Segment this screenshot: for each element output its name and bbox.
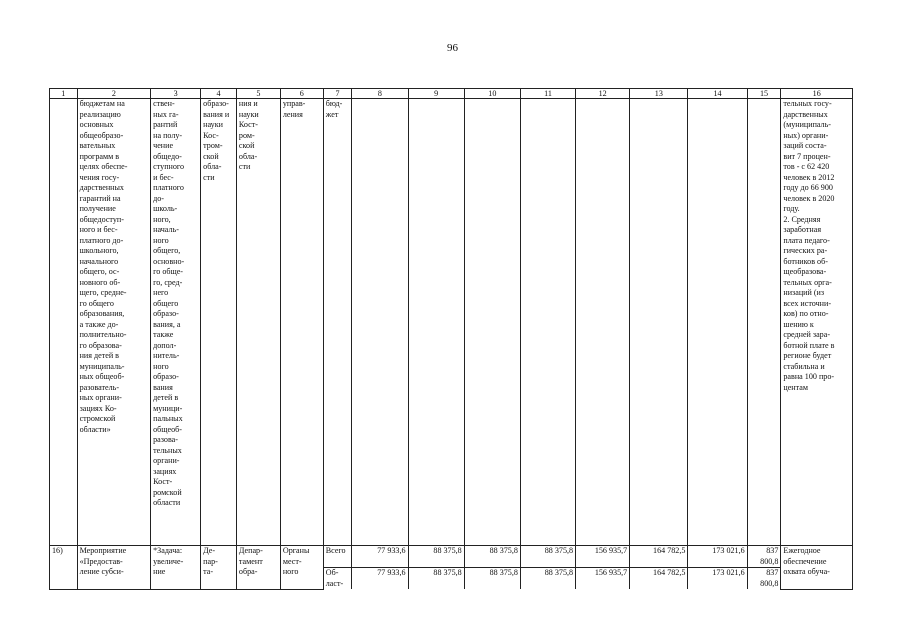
item-16-row [50, 546, 853, 568]
goal-title: *Задача: увеличе- ние [151, 546, 201, 590]
value-cell [352, 99, 408, 546]
value-cell [408, 99, 464, 546]
amount-cell: 88 375,8 [408, 546, 464, 568]
amount-cell: 88 375,8 [464, 568, 520, 590]
activity-text: бюджетам на реализацию основных общеобразо- вательных программ в целях обеспе- чения госу- дарственных гарантий на получение общедоступ- ного и бес- платного до- школьного, начального общего, ос- новного об- щего, средне- го общего образования, а также до- полнительно- го образова- ния детей в муниципаль- ных общеоб- разователь- ных органи- зациях Ко- стромской области» [77, 99, 151, 546]
column-number: 1 [50, 89, 78, 99]
result-title: Ежегодное обеспечение охвата обуча- [781, 546, 853, 590]
executor-title: Де- пар- та- [201, 546, 237, 590]
participants-title: Органы мест- ного [280, 546, 323, 590]
participants-text: управ- ления [280, 99, 323, 546]
item-number-cell [50, 99, 78, 546]
amount-cell: 156 935,7 [576, 546, 630, 568]
column-number: 7 [323, 89, 352, 99]
amount-cell: 164 782,5 [630, 568, 688, 590]
value-cell [630, 99, 688, 546]
amount-cell: 173 021,6 [688, 546, 747, 568]
program-table [49, 88, 853, 590]
funding-source: Всего [323, 546, 352, 568]
executor-text: образо- вания и науки Кос- тром- ской обла- сти [201, 99, 237, 546]
amount-cell: 164 782,5 [630, 546, 688, 568]
value-cell [520, 99, 575, 546]
column-number: 9 [408, 89, 464, 99]
column-number: 15 [747, 89, 781, 99]
column-number: 3 [151, 89, 201, 99]
value-cell [747, 99, 781, 546]
amount-cell: 77 933,6 [352, 546, 408, 568]
responsible-text: ния и науки Кост- ром- ской обла- сти [236, 99, 280, 546]
continued-row [50, 99, 853, 546]
amount-cell: 88 375,8 [408, 568, 464, 590]
column-number: 2 [77, 89, 151, 99]
amount-cell: 77 933,6 [352, 568, 408, 590]
column-number: 16 [781, 89, 853, 99]
value-cell [688, 99, 747, 546]
amount-cell: 88 375,8 [520, 546, 575, 568]
activity-title: Мероприятие «Предостав- ление субси- [77, 546, 151, 590]
funding-source-text: бюд- жет [323, 99, 352, 546]
column-number: 14 [688, 89, 747, 99]
column-number: 6 [280, 89, 323, 99]
result-text: тельных госу- дарственных (муниципаль- ных) органи- заций соста- вит 7 процен- тов - с 62 420 человек в 2012 году до 66 900 человек в 2020 году. 2. Средняя заработная плата педаго- гических ра- ботников об- щеобразова- тельных орга- низаций (из всех источни- ков) по отно- шению к средней зара- ботной плате в регионе будет стабильна и равна 100 про- центам [781, 99, 853, 546]
amount-cell: 837 800,8 [747, 546, 781, 568]
amount-cell: 173 021,6 [688, 568, 747, 590]
value-cell [464, 99, 520, 546]
amount-cell: 837 800,8 [747, 568, 781, 590]
amount-cell: 88 375,8 [520, 568, 575, 590]
column-number: 13 [630, 89, 688, 99]
funding-source: Об- ласт- [323, 568, 352, 590]
column-number-row [50, 89, 853, 99]
column-number: 4 [201, 89, 237, 99]
amount-cell: 156 935,7 [576, 568, 630, 590]
column-number: 12 [576, 89, 630, 99]
column-number: 5 [236, 89, 280, 99]
responsible-title: Депар- тамент обра- [236, 546, 280, 590]
column-number: 10 [464, 89, 520, 99]
page-number: 96 [447, 42, 458, 54]
item-number: 16) [50, 546, 78, 590]
goal-text: ствен- ных га- рантий на полу- чение общедо- ступного и бес- платного до- школь- ного, началь- ного общего, основно- го обще- го, сред- него общего образо- вания, а также допол- нитель- ного образо- вания детей в муници- пальных общеоб- разова- тельных органи- зациях Кост- ромской области [151, 99, 201, 546]
value-cell [576, 99, 630, 546]
column-number: 8 [352, 89, 408, 99]
column-number: 11 [520, 89, 575, 99]
amount-cell: 88 375,8 [464, 546, 520, 568]
